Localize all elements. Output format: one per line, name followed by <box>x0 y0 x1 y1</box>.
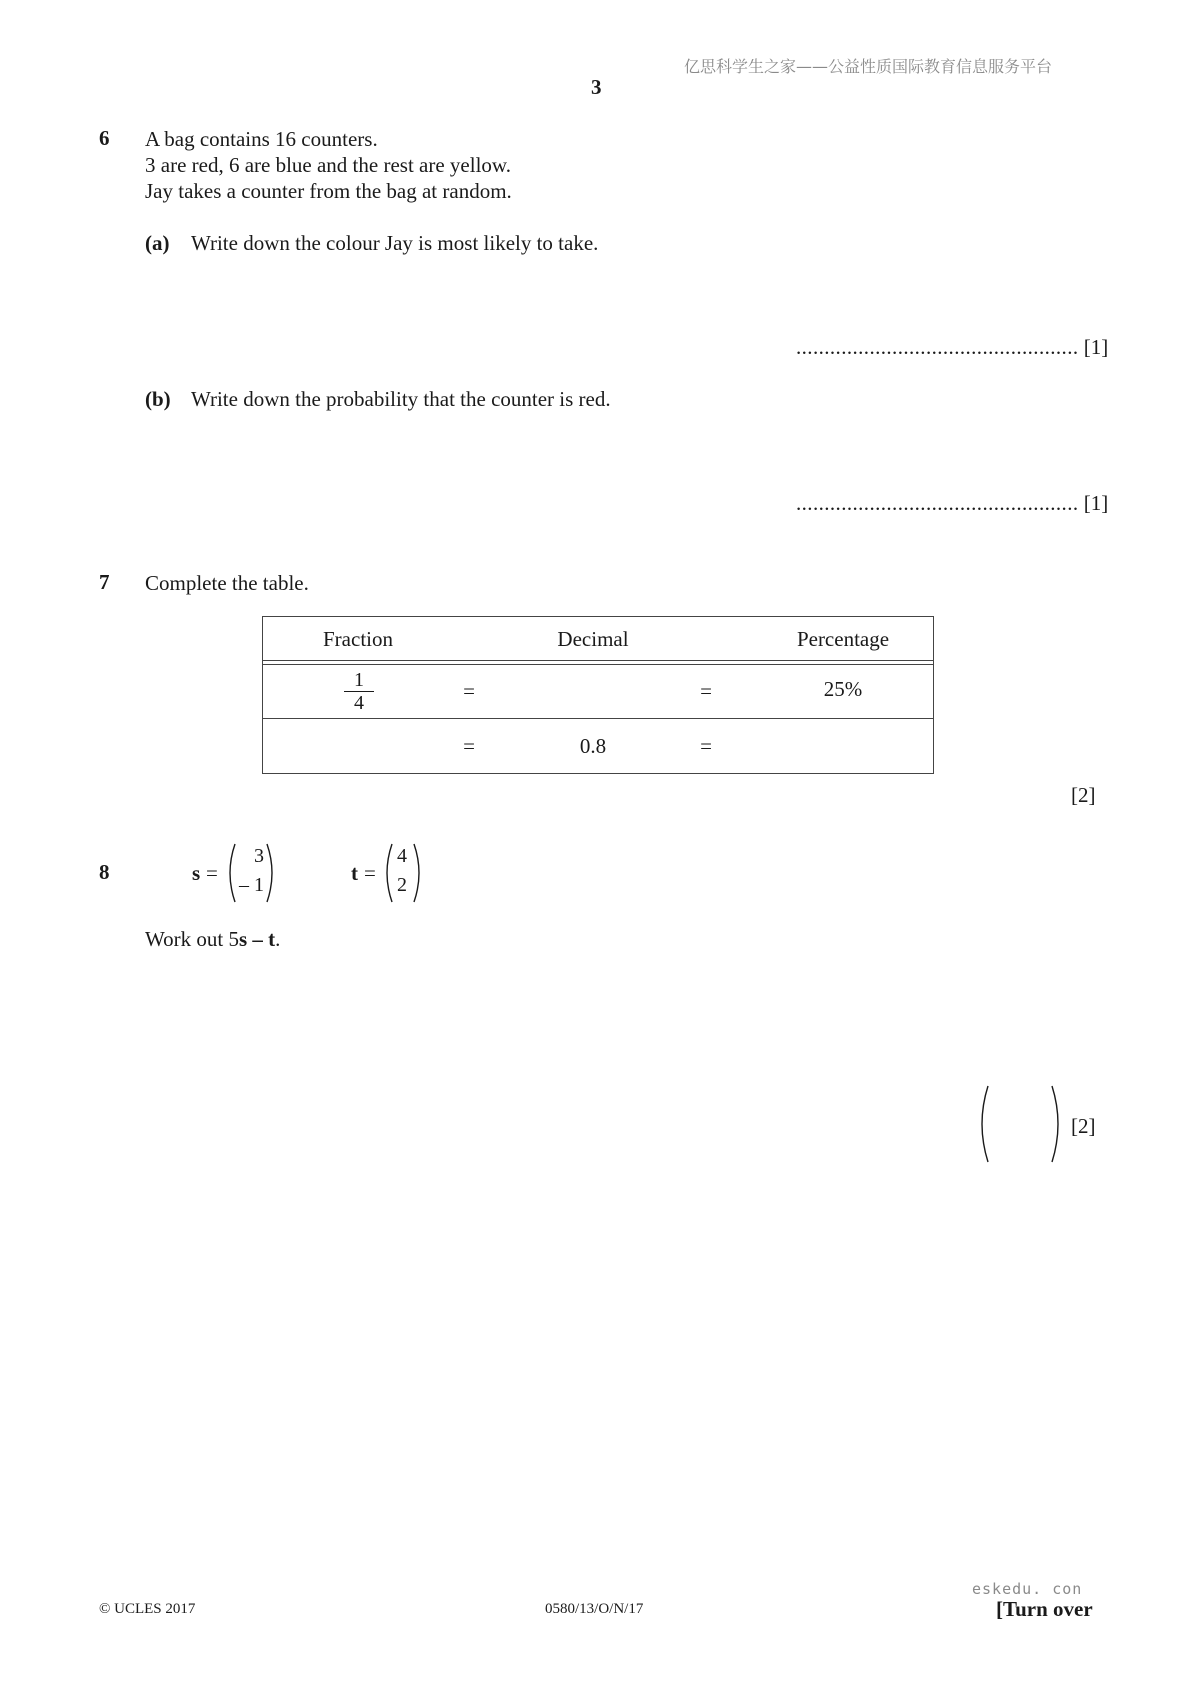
decimal-value: 0.8 <box>579 734 607 758</box>
fraction-one-quarter <box>344 670 374 713</box>
work-prefix: Work out 5 <box>145 927 239 951</box>
header-decimal: Decimal <box>557 627 629 651</box>
equals-sign: = <box>206 861 218 885</box>
question-6-line-3: Jay takes a counter from the bag at random. <box>145 179 512 203</box>
equals-sign: = <box>700 734 712 758</box>
question-6-line-1: A bag contains 16 counters. <box>145 127 378 151</box>
question-7-marks: [2] <box>1071 783 1096 807</box>
question-8-number: 8 <box>99 860 110 884</box>
percentage-answer-cell[interactable] <box>773 734 913 758</box>
marks: [1] <box>1083 335 1109 359</box>
answer-dots: .................................................. <box>796 335 1079 359</box>
fraction-numerator: 1 <box>344 670 374 692</box>
question-8-marks: [2] <box>1071 1114 1096 1138</box>
work-s: s <box>238 927 248 951</box>
equals-sign: = <box>364 861 376 885</box>
fraction-answer-cell[interactable] <box>298 734 418 758</box>
question-6a-text: Write down the colour Jay is most likely to take. <box>191 231 599 255</box>
work-t: t <box>268 927 276 951</box>
row-divider <box>263 718 933 719</box>
answer-dots: .................................................. <box>796 491 1079 515</box>
vector-t <box>383 841 423 905</box>
question-6a-answer-line[interactable] <box>796 335 1108 360</box>
vector-brackets <box>980 1083 1060 1165</box>
question-6b-text: Write down the probability that the counter is red. <box>191 387 611 411</box>
fraction-denominator: 4 <box>354 692 364 714</box>
question-6a-label: (a) <box>145 231 170 255</box>
question-6b-answer-line[interactable] <box>796 491 1108 516</box>
decimal-answer-cell[interactable] <box>513 679 673 703</box>
header-divider <box>263 660 933 661</box>
equals-sign: = <box>463 734 475 758</box>
question-6-number: 6 <box>99 126 110 150</box>
percentage-value: 25% <box>823 677 863 701</box>
equals-sign: = <box>463 679 475 703</box>
vector-s-top: 3 <box>254 845 264 867</box>
turn-over: [Turn over <box>996 1597 1093 1621</box>
answer-vector-brackets[interactable] <box>980 1083 1060 1165</box>
question-7-number: 7 <box>99 570 110 594</box>
header-fraction: Fraction <box>323 627 393 651</box>
page-number: 3 <box>591 75 602 99</box>
header-divider <box>263 664 933 665</box>
vector-t-top: 4 <box>397 845 407 867</box>
question-7-text: Complete the table. <box>145 571 309 595</box>
question-8-text <box>145 926 280 952</box>
vector-s-label: s <box>192 861 201 885</box>
vector-t-label: t <box>351 861 358 885</box>
question-6-line-2: 3 are red, 6 are blue and the rest are yellow. <box>145 153 511 177</box>
watermark-bottom: eskedu. con <box>972 1580 1083 1598</box>
conversion-table <box>262 616 934 774</box>
question-6b-label: (b) <box>145 387 171 411</box>
header-percentage: Percentage <box>796 627 890 651</box>
watermark-top: 亿思科学生之家——公益性质国际教育信息服务平台 <box>684 57 1053 76</box>
work-minus: – <box>247 927 269 951</box>
vector-t-bottom: 2 <box>397 874 407 896</box>
vector-s-bottom: – 1 <box>239 874 264 896</box>
footer-copyright: © UCLES 2017 <box>99 1601 196 1617</box>
equals-sign: = <box>700 679 712 703</box>
marks: [1] <box>1083 491 1109 515</box>
work-end: . <box>275 927 281 951</box>
footer-paper-code: 0580/13/O/N/17 <box>545 1601 644 1617</box>
vector-s <box>226 841 276 905</box>
